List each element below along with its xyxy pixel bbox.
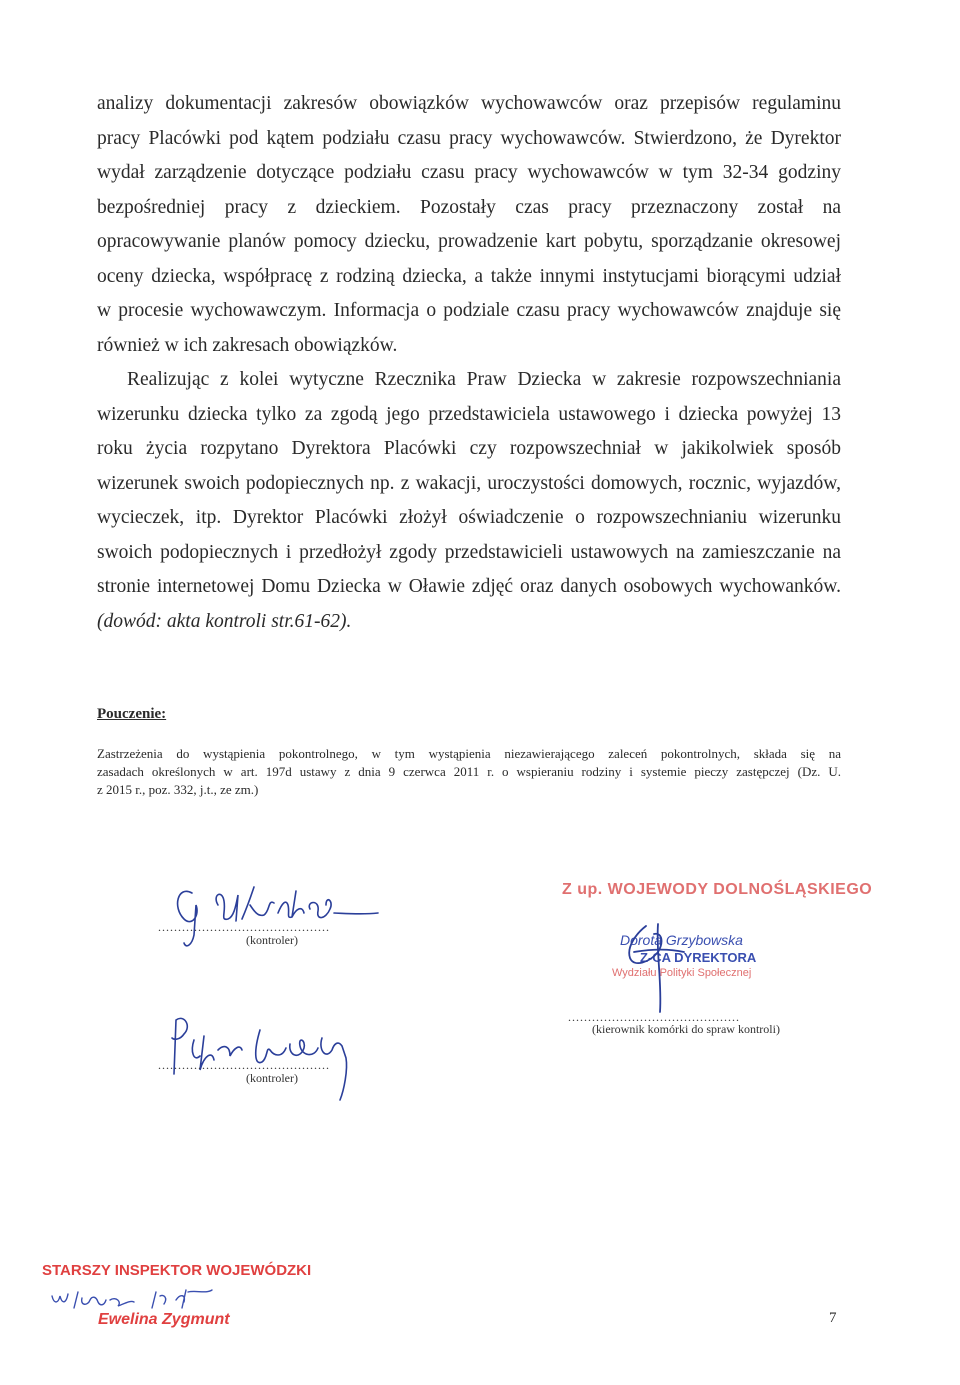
paragraph-2 [97, 363, 841, 639]
body-line: opracowywanie planów pomocy dziecku, prowadzenie kart pobytu, sporządzanie okresowej [97, 231, 841, 252]
notice-line: Zastrzeżenia do wystąpienia pokontrolnego, w tym wystąpienia niezawierającego zaleceń pokontrolnych, składa się na [97, 746, 841, 761]
voivode-stamp-title: Z-CA DYREKTORA [640, 950, 757, 965]
kontroler-1-label: (kontroler) [246, 933, 298, 947]
inspector-stamp-title: STARSZY INSPEKTOR WOJEWÓDZKI [42, 1262, 312, 1279]
signature-kierownik [606, 912, 726, 1022]
body-line: wycieczek, itp. Dyrektor Placówki złożył oświadczenie o rozpowszechnianiu wizerunku [97, 507, 841, 528]
paragraph-1 [97, 87, 841, 363]
body-line: stronie internetowej Domu Dziecka w Oławie zdjęć oraz danych osobowych wychowanków. [97, 576, 841, 597]
body-line: pracy Placówki pod kątem podziału czasu pracy wychowawców. Stwierdzono, że Dyrektor [97, 127, 841, 149]
body-line: roku życia rozpytano Dyrektora Placówki czy rozpowszechniał w jakikolwiek sposób [97, 438, 841, 459]
body-line: Realizując z kolei wytyczne Rzecznika Praw Dziecka w zakresie rozpowszechniania [127, 369, 841, 390]
body-line: w procesie wychowawczym. Informacja o podziale czasu pracy wychowawców znajduje się [97, 300, 841, 321]
inspector-stamp-name: Ewelina Zygmunt [98, 1311, 230, 1328]
notice-line: zasadach określonych w art. 197d ustawy z dnia 9 czerwca 2011 r. o wspieraniu rodziny i systemie pieczy zastępczej (Dz. U. [97, 764, 841, 779]
notice-heading: Pouczenie: [97, 706, 167, 722]
body-line: wizerunku dziecka tylko za zgodą jego przedstawiciela ustawowego i dziecka powyżej 13 [97, 403, 841, 425]
signature-dots: ........................................... [158, 920, 330, 934]
body-line: wizerunek swoich podopiecznych np. z wakacji, uroczystości domowych, rocznic, wyjazdów, [97, 472, 841, 494]
page-number: 7 [829, 1310, 837, 1326]
body-line: swoich podopiecznych i przedłożył zgody przedstawicieli ustawowych na zamieszczanie na [97, 541, 841, 563]
signature-dots: ........................................... [158, 1058, 330, 1072]
notice-line: z 2015 r., poz. 332, j.t., ze zm.) [97, 782, 259, 797]
body-line: oceny dziecka, współpracę z rodziną dziecka, a także innymi instytucjami biorącymi udział [97, 265, 841, 287]
notice-text [97, 745, 841, 799]
body-line: wydał zarządzenie dotyczące podziału czasu pracy wychowawców w tym 32-34 godziny [97, 162, 841, 183]
body-line: analizy dokumentacji zakresów obowiązków wychowawców oraz przepisów regulaminu [97, 93, 841, 114]
kontroler-2-label: (kontroler) [246, 1071, 298, 1085]
signature-dots: ........................................... [568, 1010, 740, 1024]
evidence-reference: (dowód: akta kontroli str.61-62). [97, 610, 352, 632]
body-line: bezpośredniej pracy z dzieckiem. Pozostały czas pracy przeznaczony został na [97, 196, 841, 218]
body-line: również w ich zakresach obowiązków. [97, 334, 398, 356]
voivode-stamp-dept: Wydziału Polityki Społecznej [612, 967, 752, 979]
voivode-stamp-line: Z up. WOJEWODY DOLNOŚLĄSKIEGO [562, 881, 873, 898]
signature-kontroler-2 [150, 1000, 410, 1110]
voivode-stamp-name: Dorota Grzybowska [620, 932, 743, 948]
kierownik-label: (kierownik komórki do spraw kontroli) [592, 1022, 780, 1036]
